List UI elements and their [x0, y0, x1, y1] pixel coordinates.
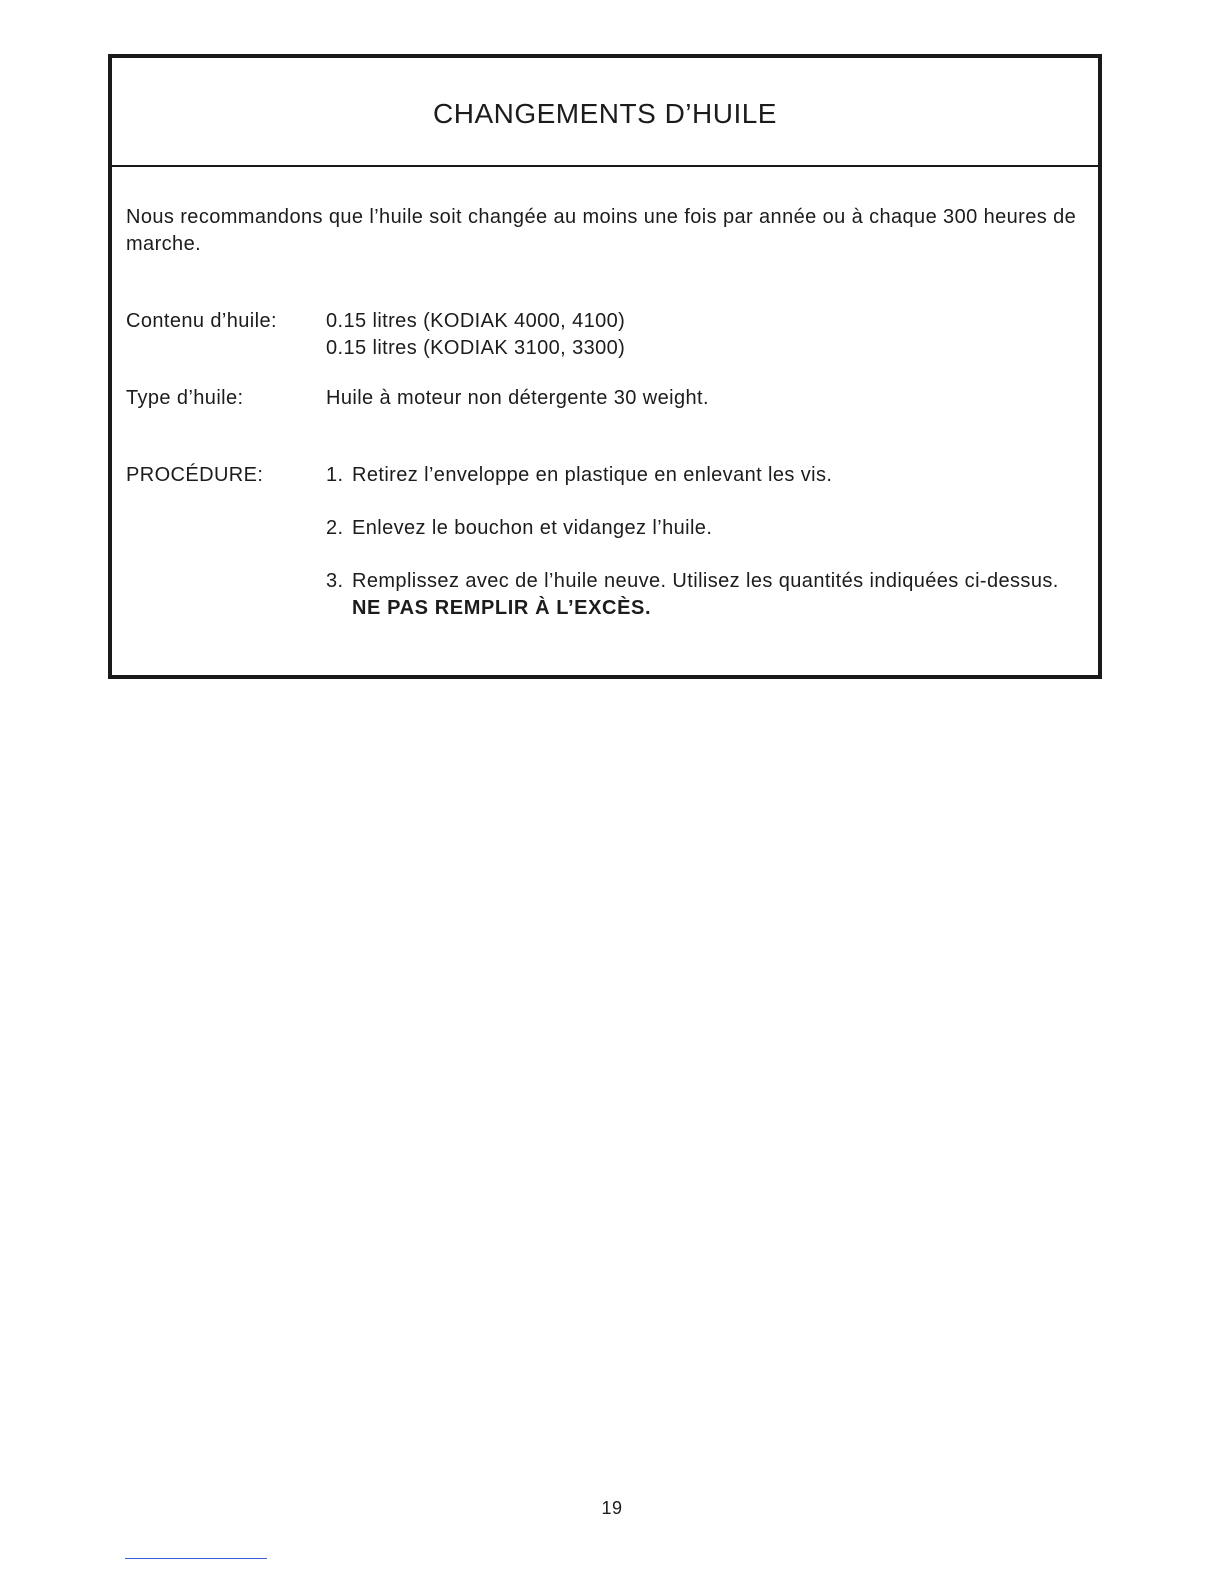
oil-capacity-label: Contenu d’huile:: [126, 310, 277, 332]
oil-capacity-line: 0.15 litres (KODIAK 3100, 3300): [326, 337, 626, 359]
procedure-step: [326, 515, 1086, 542]
step-text: Enlevez le bouchon et vidangez l’huile.: [352, 517, 713, 539]
intro-paragraph: Nous recommandons que l’huile soit changée au moins une fois par année ou à chaque 300 heures de marche.: [126, 206, 1077, 255]
step-text: Retirez l’enveloppe en plastique en enlevant les vis.: [352, 464, 833, 486]
step-text-group: [352, 568, 1086, 622]
oil-capacity-values: [326, 308, 625, 362]
step-number: 2.: [326, 517, 344, 539]
footer-rule: [125, 1558, 267, 1559]
procedure-step: [326, 568, 1086, 622]
procedure-label: PROCÉDURE:: [126, 464, 264, 486]
step-text: Remplissez avec de l’huile neuve. Utilisez les quantités indiquées ci-dessus.: [352, 570, 1059, 592]
procedure-steps: [326, 462, 1086, 648]
oil-change-box: [108, 54, 1102, 679]
oil-type-value: Huile à moteur non détergente 30 weight.: [326, 387, 709, 409]
oil-capacity-line: 0.15 litres (KODIAK 4000, 4100): [326, 310, 626, 332]
step-number: 1.: [326, 464, 344, 486]
page-number: 19: [601, 1498, 623, 1518]
box-header: [112, 58, 1098, 167]
step-number: 3.: [326, 570, 344, 592]
oil-type-label: Type d’huile:: [126, 387, 244, 409]
procedure-step: [326, 462, 1086, 489]
page-title: CHANGEMENTS D’HUILE: [433, 97, 777, 129]
overfill-warning: NE PAS REMPLIR À L’EXCÈS.: [352, 597, 652, 619]
